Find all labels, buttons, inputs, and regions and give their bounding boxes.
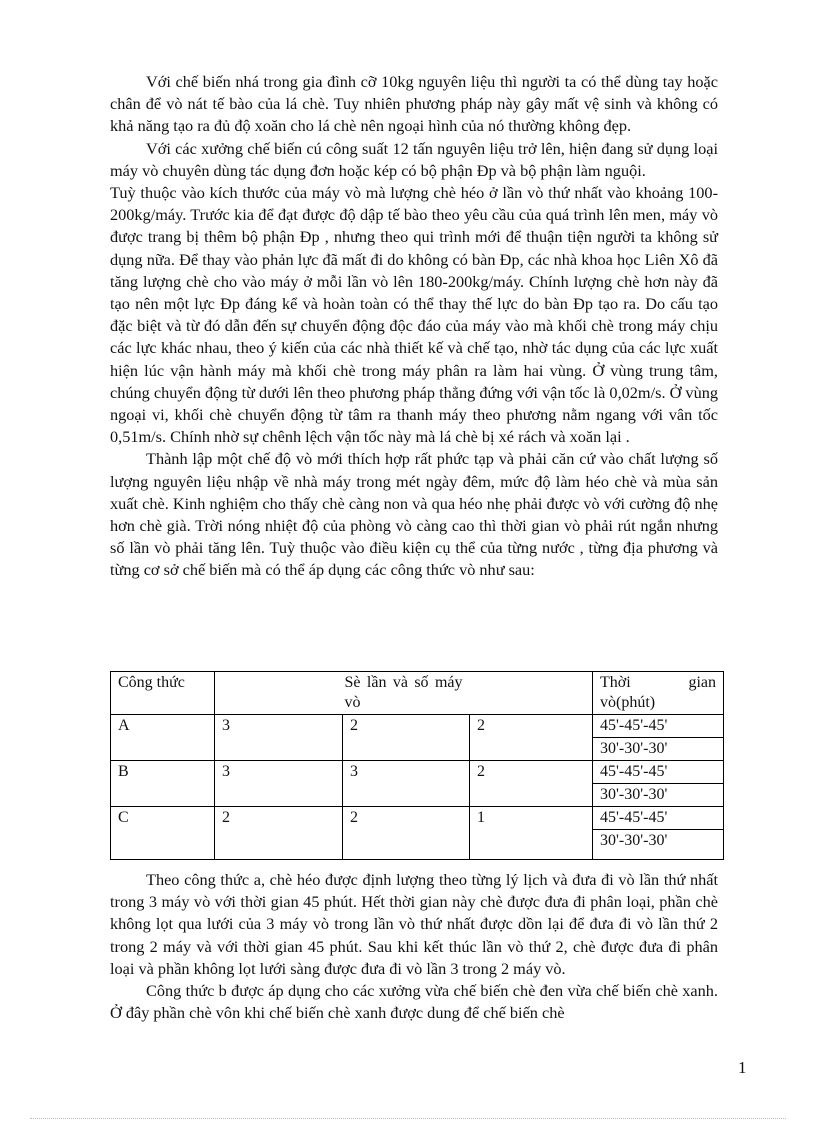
row-a-formula: A (111, 715, 215, 761)
row-a-machines-2: 2 (343, 715, 470, 761)
paragraph-rolling-regime: Thành lập một chế độ vò mới thích hợp rất phức tạp và phải căn cứ vào chất lượng số lượng nguyên liệu nhập về nhà máy trong mét ngày đêm, mức độ làm héo chè và mùa sản xuất chè. Kinh nghiệm cho thấy chè càng non và qua héo nhẹ phải được vò với cường độ nhẹ hơn chè già. Trời nóng nhiệt độ của phòng vò càng cao thì thời gian vò phải rút ngắn nhưng số lần vò phải tăng lên. Tuỳ thuộc vào điều kiện cụ thể của từng nước , từng địa phương và từng cơ sở chế biến mà có thể áp dụng các công thức vò như sau: (110, 449, 718, 580)
paragraph-hand-rolling: Với chế biến nhá trong gia đình cỡ 10kg nguyên liệu thì người ta có thể dùng tay hoặc chân để vò nát tế bào của lá chè. Tuy nhiên phương pháp này gây mất vệ sinh và không có khả năng tạo ra đủ độ xoăn cho lá chè nên ngoại hình của nó thường không đẹp. (110, 72, 718, 136)
row-c-machines-1: 2 (215, 807, 343, 860)
body-text-bottom (110, 869, 718, 1024)
row-a-machines-3: 2 (470, 715, 593, 761)
row-c-formula: C (111, 807, 215, 860)
rolling-formula-table (110, 671, 724, 860)
row-a-machines-1: 3 (215, 715, 343, 761)
table-header-row (111, 672, 724, 715)
header-time: Thời gian vò(phút) (593, 672, 724, 715)
row-a-time-2: 30'-30'-30' (593, 738, 724, 761)
page-number: 1 (738, 1058, 747, 1077)
row-a-time-1: 45'-45'-45' (593, 715, 724, 738)
paragraph-rolling-mechanics: Tuỳ thuộc vào kích thước của máy vò mà lượng chè héo ở lần vò thứ nhất vào khoảng 100-200kg/máy. Trước kia để đạt được độ dập tế bào theo yêu cầu của quá trình lên men, máy vò được trang bị thêm bộ phận Đp , nhưng theo qui trình mới để thuận tiện người ta không sử dụng nữa. Để thay vào phản lực đã mất đi do không có bàn Đp, các nhà khoa học Liên Xô đã tăng lượng chè cho vào máy ở mỗi lần vò lên 180-200kg/máy. Chính lượng chè hơn này đã tạo nên một lực Đp đáng kể và hoàn toàn có thể thay thế lực do bàn Đp tạo ra. Do cấu tạo đặc biệt và từ đó dẫn đến sự chuyển động độc đáo của máy vào mà khối chè trong máy chịu các lực khác nhau, theo ý kiến của các nhà thiết kế và chế tạo, nhờ tác dụng của các lực xuất hiện lúc vận hành máy mà khối chè trong máy phân ra làm hai vùng. Ở vùng trung tâm, chúng chuyển động từ dưới lên theo phương pháp thẳng đứng với vận tốc là 0,02m/s. Ở vùng ngoại vi, khối chè chuyển động từ tâm ra thanh máy theo phương nằm ngang với vân tốc 0,51m/s. Chính nhờ sự chênh lệch vận tốc này mà lá chè bị xé rách và xoăn lại . (110, 183, 718, 447)
row-c-time-1: 45'-45'-45' (593, 807, 724, 830)
row-c-time-2: 30'-30'-30' (593, 830, 724, 860)
footer-divider (30, 1118, 786, 1119)
row-b-machines-2: 3 (343, 761, 470, 807)
row-b-time-1: 45'-45'-45' (593, 761, 724, 784)
row-c-machines-2: 2 (343, 807, 470, 860)
header-formula: Công thức (111, 672, 215, 715)
row-b-machines-1: 3 (215, 761, 343, 807)
paragraph-formula-a: Theo công thức a, chè héo được định lượng theo từng lý lịch và đưa đi vò lần thứ nhất trong 3 máy vò với thời gian 45 phút. Hết thời gian này chè được đưa đi phân loại, phần chè không lọt qua lưới của 3 máy vò trong lần vò thứ nhất được dồn lại để đưa đi vò lần thứ 2 trong 2 máy và với thời gian 45 phút. Sau khi kết thúc lần vò thứ 2, chè được đưa đi phân loại và phần không lọt lưới sàng được đưa đi vò lần 3 trong 2 máy vò. (110, 870, 718, 978)
paragraph-formula-b: Công thức b được áp dụng cho các xưởng vừa chế biến chè đen vừa chế biến chè xanh. Ở đây phần chè vôn khi chế biến chè xanh được dung để chế biến chè (110, 981, 718, 1023)
table-row (111, 807, 724, 830)
row-b-machines-3: 2 (470, 761, 593, 807)
body-text-top (110, 71, 718, 582)
row-c-machines-3: 1 (470, 807, 593, 860)
header-machines: Sè lần và số máy vò (215, 672, 593, 715)
row-b-formula: B (111, 761, 215, 807)
table-row (111, 715, 724, 738)
paragraph-factory-machines: Với các xưởng chế biến cú công suất 12 tấn nguyên liệu trở lên, hiện đang sử dụng loại máy vò chuyên dùng tác dụng đơn hoặc kép có bộ phận Đp và bộ phận làm nguội. (110, 138, 718, 180)
row-b-time-2: 30'-30'-30' (593, 784, 724, 807)
table-row (111, 761, 724, 784)
